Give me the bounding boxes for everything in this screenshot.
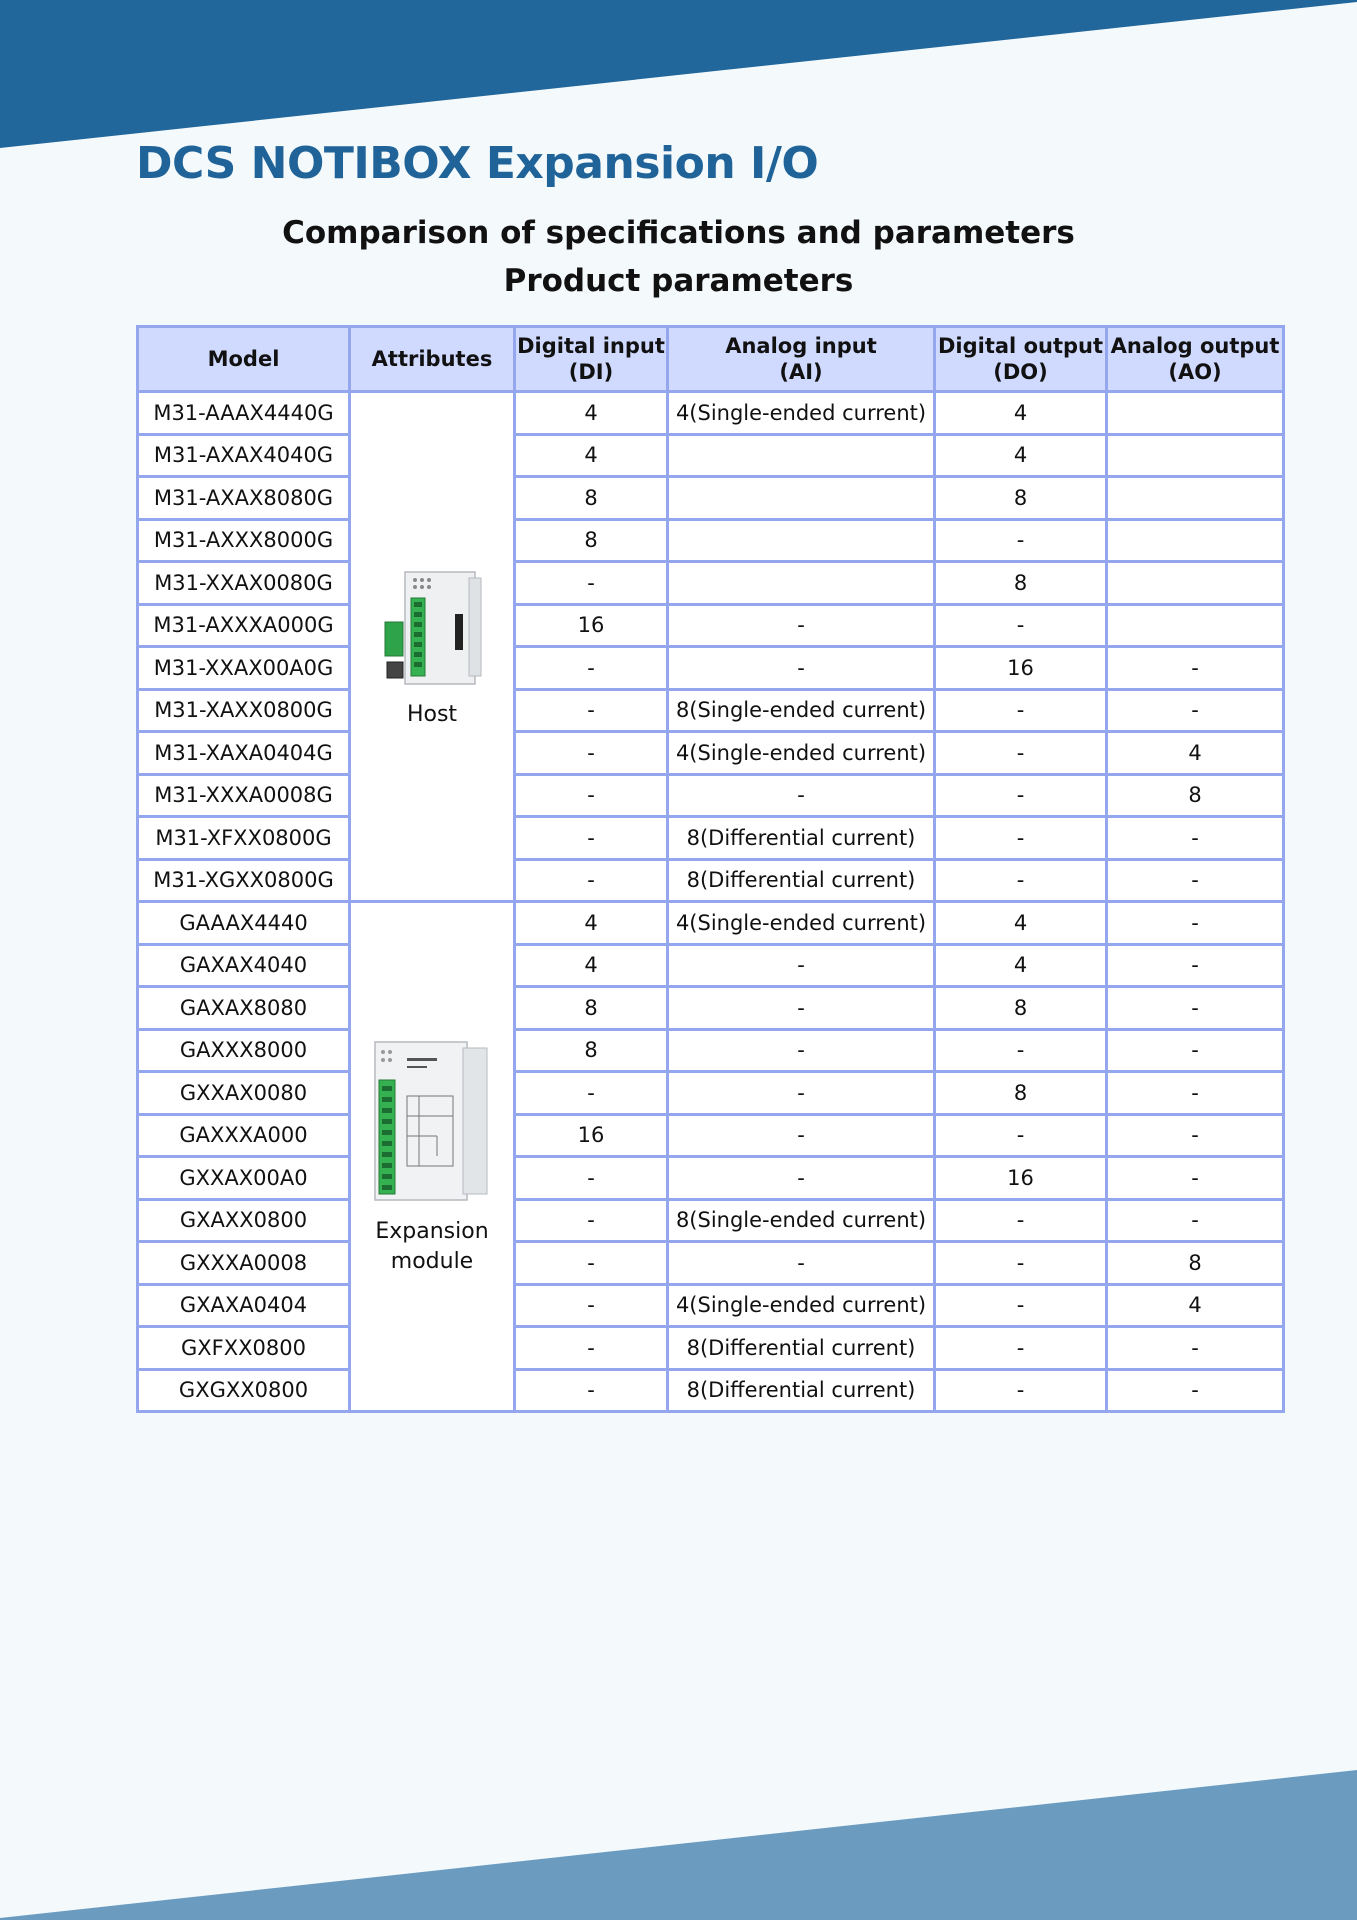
model-cell: GXGXX0800 — [138, 1369, 350, 1412]
header-model: Model — [138, 327, 350, 392]
ai-cell: - — [668, 1242, 935, 1285]
ai-cell: - — [668, 1072, 935, 1115]
di-cell: 8 — [515, 987, 668, 1030]
header-attributes: Attributes — [350, 327, 515, 392]
ai-cell: - — [668, 774, 935, 817]
model-cell: M31-AXXXA000G — [138, 604, 350, 647]
footer-band — [0, 1770, 1357, 1920]
ao-cell: - — [1107, 1114, 1284, 1157]
spec-table-body — [138, 392, 1284, 1412]
spec-table — [136, 325, 1285, 1413]
table-row — [138, 392, 1284, 435]
header-ai-line1: Analog input — [725, 334, 877, 358]
di-cell: - — [515, 1327, 668, 1370]
model-cell: GXAXX0800 — [138, 1199, 350, 1242]
ao-cell: - — [1107, 1072, 1284, 1115]
header-digital-input — [515, 327, 668, 392]
di-cell: - — [515, 562, 668, 605]
table-row — [138, 519, 1284, 562]
ao-cell: - — [1107, 1029, 1284, 1072]
table-row — [138, 647, 1284, 690]
ai-cell: - — [668, 604, 935, 647]
ai-cell — [668, 477, 935, 520]
di-cell: - — [515, 1369, 668, 1412]
ai-cell: 8(Single-ended current) — [668, 1199, 935, 1242]
di-cell: 8 — [515, 477, 668, 520]
header-ai-line2: (AI) — [779, 360, 823, 384]
do-cell: 16 — [935, 1157, 1107, 1200]
ao-cell: - — [1107, 1157, 1284, 1200]
expansion-module-icon — [367, 1036, 497, 1211]
do-cell: 8 — [935, 987, 1107, 1030]
subtitle-line-1: Comparison of specifications and parameters — [282, 215, 1075, 251]
table-row — [138, 604, 1284, 647]
di-cell: - — [515, 1157, 668, 1200]
di-cell: 8 — [515, 519, 668, 562]
di-cell: 4 — [515, 434, 668, 477]
di-cell: - — [515, 1284, 668, 1327]
header-do-line2: (DO) — [993, 360, 1048, 384]
ai-cell — [668, 562, 935, 605]
model-cell: GAXXX8000 — [138, 1029, 350, 1072]
ai-cell: - — [668, 1157, 935, 1200]
di-cell: - — [515, 1242, 668, 1285]
ao-cell — [1107, 434, 1284, 477]
do-cell: 8 — [935, 477, 1107, 520]
table-row — [138, 987, 1284, 1030]
do-cell: - — [935, 604, 1107, 647]
model-cell: M31-AXAX8080G — [138, 477, 350, 520]
ao-cell: 8 — [1107, 1242, 1284, 1285]
do-cell: 4 — [935, 392, 1107, 435]
header-di-line1: Digital input — [517, 334, 665, 358]
ai-cell: 8(Differential current) — [668, 859, 935, 902]
do-cell: - — [935, 1242, 1107, 1285]
ai-cell — [668, 434, 935, 477]
do-cell: - — [935, 859, 1107, 902]
table-row — [138, 902, 1284, 945]
di-cell: - — [515, 817, 668, 860]
ao-cell: - — [1107, 1369, 1284, 1412]
ai-cell: 4(Single-ended current) — [668, 1284, 935, 1327]
model-cell: GAXAX4040 — [138, 944, 350, 987]
model-cell: M31-XXXA0008G — [138, 774, 350, 817]
ai-cell: 8(Differential current) — [668, 817, 935, 860]
di-cell: 16 — [515, 1114, 668, 1157]
ao-cell: - — [1107, 987, 1284, 1030]
ao-cell: 4 — [1107, 1284, 1284, 1327]
ao-cell — [1107, 519, 1284, 562]
table-row — [138, 1157, 1284, 1200]
do-cell: - — [935, 1029, 1107, 1072]
ai-cell: 4(Single-ended current) — [668, 392, 935, 435]
attribute-cell — [350, 902, 515, 1412]
do-cell: - — [935, 1199, 1107, 1242]
model-cell: M31-XGXX0800G — [138, 859, 350, 902]
ai-cell: - — [668, 944, 935, 987]
header-analog-input — [668, 327, 935, 392]
ai-cell: 8(Differential current) — [668, 1369, 935, 1412]
do-cell: - — [935, 732, 1107, 775]
do-cell: 8 — [935, 1072, 1107, 1115]
model-cell: M31-XAXA0404G — [138, 732, 350, 775]
di-cell: 16 — [515, 604, 668, 647]
model-cell: M31-XAXX0800G — [138, 689, 350, 732]
header-digital-output — [935, 327, 1107, 392]
model-cell: GXXAX00A0 — [138, 1157, 350, 1200]
do-cell: 4 — [935, 434, 1107, 477]
ai-cell: 4(Single-ended current) — [668, 902, 935, 945]
ai-cell: - — [668, 1029, 935, 1072]
di-cell: - — [515, 647, 668, 690]
model-cell: GXXXA0008 — [138, 1242, 350, 1285]
table-row — [138, 1242, 1284, 1285]
ai-cell — [668, 519, 935, 562]
do-cell: - — [935, 1114, 1107, 1157]
do-cell: 4 — [935, 944, 1107, 987]
do-cell: - — [935, 817, 1107, 860]
ai-cell: 8(Single-ended current) — [668, 689, 935, 732]
attribute-label: Host — [406, 701, 458, 727]
model-cell: GXAXA0404 — [138, 1284, 350, 1327]
ai-cell: 4(Single-ended current) — [668, 732, 935, 775]
ai-cell: - — [668, 647, 935, 690]
table-row — [138, 1029, 1284, 1072]
table-row — [138, 944, 1284, 987]
di-cell: - — [515, 689, 668, 732]
header-analog-output — [1107, 327, 1284, 392]
di-cell: - — [515, 732, 668, 775]
model-cell: M31-XXAX00A0G — [138, 647, 350, 690]
di-cell: 4 — [515, 944, 668, 987]
di-cell: - — [515, 774, 668, 817]
ai-cell: - — [668, 1114, 935, 1157]
model-cell: GAXXXA000 — [138, 1114, 350, 1157]
ao-cell — [1107, 477, 1284, 520]
table-row — [138, 1284, 1284, 1327]
header-band — [0, 0, 1357, 150]
table-header-row — [138, 327, 1284, 392]
model-cell: GXXAX0080 — [138, 1072, 350, 1115]
ao-cell — [1107, 392, 1284, 435]
table-row — [138, 1072, 1284, 1115]
header-di-line2: (DI) — [568, 360, 614, 384]
ai-cell: - — [668, 987, 935, 1030]
table-row — [138, 1327, 1284, 1370]
header-ao-line1: Analog output — [1110, 334, 1280, 358]
model-cell: M31-AXXX8000G — [138, 519, 350, 562]
ao-cell: - — [1107, 1327, 1284, 1370]
ao-cell — [1107, 562, 1284, 605]
model-cell: M31-XFXX0800G — [138, 817, 350, 860]
model-cell: M31-AAAX4440G — [138, 392, 350, 435]
attribute-cell — [350, 392, 515, 902]
do-cell: 8 — [935, 562, 1107, 605]
ao-cell: - — [1107, 1199, 1284, 1242]
model-cell: GAAAX4440 — [138, 902, 350, 945]
table-row — [138, 859, 1284, 902]
table-row — [138, 817, 1284, 860]
header-do-line1: Digital output — [937, 334, 1104, 358]
di-cell: - — [515, 1199, 668, 1242]
di-cell: - — [515, 1072, 668, 1115]
di-cell: 4 — [515, 902, 668, 945]
do-cell: - — [935, 519, 1107, 562]
ao-cell: - — [1107, 902, 1284, 945]
header-ao-line2: (AO) — [1168, 360, 1222, 384]
table-row — [138, 562, 1284, 605]
ao-cell: - — [1107, 689, 1284, 732]
table-row — [138, 434, 1284, 477]
table-row — [138, 477, 1284, 520]
table-row — [138, 1369, 1284, 1412]
table-row — [138, 1199, 1284, 1242]
attribute-label: Expansion module — [375, 1219, 489, 1274]
ao-cell: - — [1107, 944, 1284, 987]
ai-cell: 8(Differential current) — [668, 1327, 935, 1370]
table-row — [138, 1114, 1284, 1157]
di-cell: 8 — [515, 1029, 668, 1072]
do-cell: - — [935, 774, 1107, 817]
model-cell: GAXAX8080 — [138, 987, 350, 1030]
ao-cell: - — [1107, 647, 1284, 690]
do-cell: - — [935, 1369, 1107, 1412]
ao-cell: 4 — [1107, 732, 1284, 775]
model-cell: M31-XXAX0080G — [138, 562, 350, 605]
do-cell: 4 — [935, 902, 1107, 945]
model-cell: M31-AXAX4040G — [138, 434, 350, 477]
page-title: DCS NOTIBOX Expansion I/O — [136, 138, 819, 189]
host-device-icon — [377, 564, 487, 694]
ao-cell: - — [1107, 859, 1284, 902]
do-cell: - — [935, 1284, 1107, 1327]
table-row — [138, 774, 1284, 817]
di-cell: 4 — [515, 392, 668, 435]
table-row — [138, 689, 1284, 732]
do-cell: 16 — [935, 647, 1107, 690]
do-cell: - — [935, 689, 1107, 732]
ao-cell — [1107, 604, 1284, 647]
di-cell: - — [515, 859, 668, 902]
subtitle-line-2: Product parameters — [503, 263, 854, 299]
ao-cell: 8 — [1107, 774, 1284, 817]
ao-cell: - — [1107, 817, 1284, 860]
do-cell: - — [935, 1327, 1107, 1370]
model-cell: GXFXX0800 — [138, 1327, 350, 1370]
table-row — [138, 732, 1284, 775]
